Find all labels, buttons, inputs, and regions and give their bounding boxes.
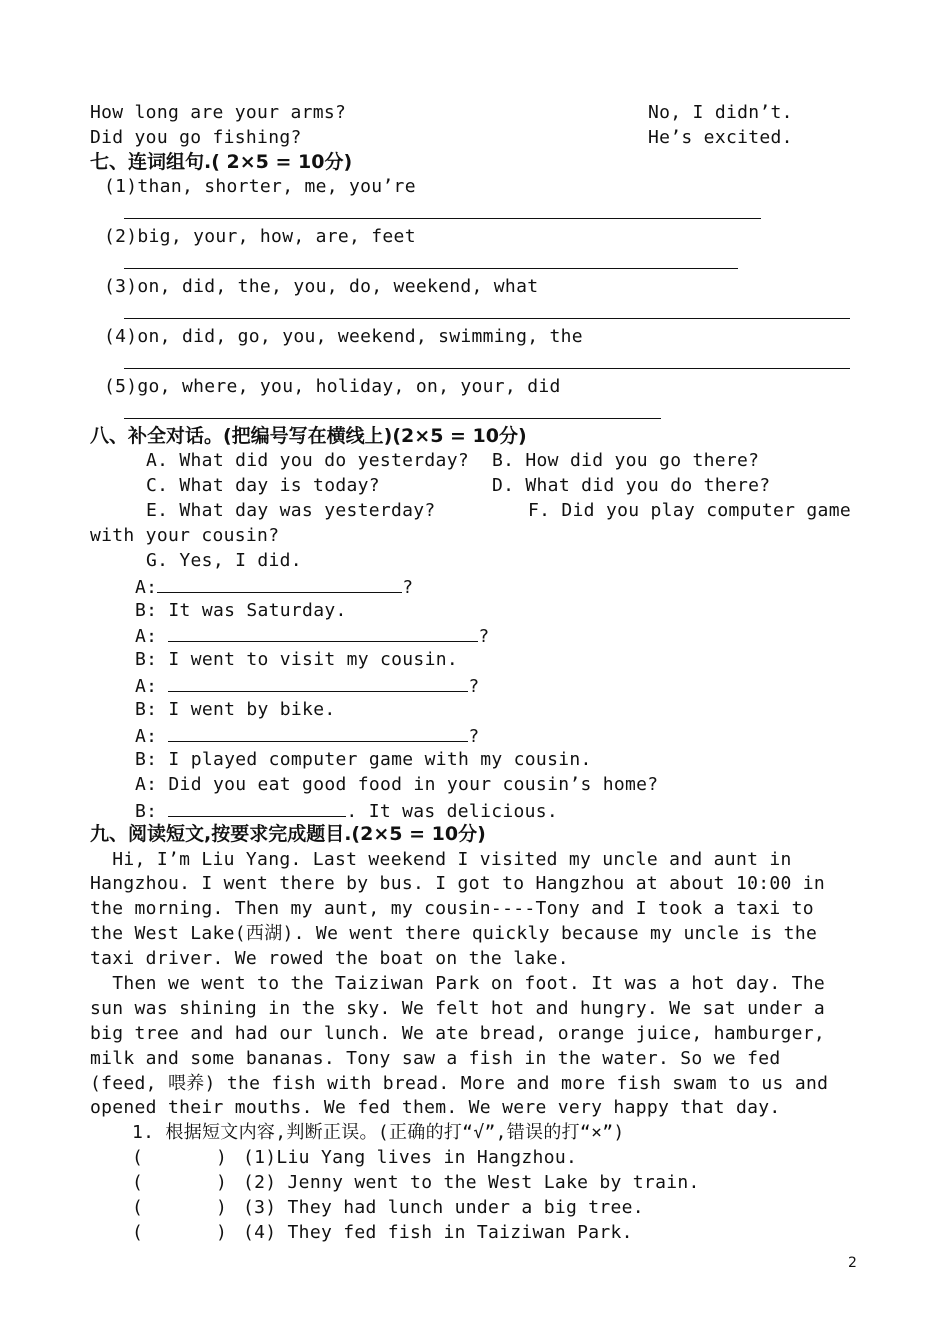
passage-line-4: the West Lake(西湖). We went there quickly because my uncle is the [90,923,818,944]
passage-line-7: sun was shining in the sky. We felt hot and hungry. We sat under a [90,998,826,1019]
option-b: B. How did you go there? [492,450,760,471]
judgement-4: (4) They fed fish in Taiziwan Park. [243,1222,633,1243]
judgement-close-paren-2: ) [216,1172,228,1193]
passage-line-8: big tree and had our lunch. We ate bread, orange juice, hamburger, [90,1023,826,1044]
top-right-line-1: No, I didn’t. [648,102,793,123]
passage-line-6: Then we went to the Taiziwan Park on foot. It was a hot day. The [90,973,826,994]
judgement-1: (1)Liu Yang lives in Hangzhou. [243,1147,578,1168]
task-instruction: 1. 根据短文内容,判断正误。(正确的打“√”,错误的打“×”) [132,1122,625,1143]
judgement-open-paren-2: ( [132,1172,144,1193]
dialogue-blank-4[interactable] [168,724,468,742]
dialogue-blank-3[interactable] [168,674,468,692]
answer-line-5[interactable] [124,418,661,419]
passage-line-11: opened their mouths. We fed them. We were very happy that day. [90,1097,781,1118]
option-f-continued: with your cousin? [90,525,280,546]
judgement-2: (2) Jenny went to the West Lake by train. [243,1172,700,1193]
dialogue-line-6: B: I went by bike. [135,699,336,720]
dialogue-line-4: B: I went to visit my cousin. [135,649,458,670]
option-g: G. Yes, I did. [146,550,302,571]
judgement-close-paren-4: ) [216,1222,228,1243]
page-number: 2 [848,1255,857,1271]
option-e: E. What day was yesterday? [146,500,436,521]
passage-line-3: the morning. Then my aunt, my cousin----Tony and I took a taxi to [90,898,814,919]
answer-line-1[interactable] [124,218,761,219]
passage-line-9: milk and some bananas. Tony saw a fish in the water. So we fed [90,1048,781,1069]
dialogue-line-1: A: ? [135,577,414,598]
answer-line-2[interactable] [124,268,738,269]
section7-item-4: (4)on, did, go, you, weekend, swimming, the [104,326,583,347]
section7-item-2: (2)big, your, how, are, feet [104,226,416,247]
dialogue-line-7: A: ? [135,726,480,747]
option-f: F. Did you play computer game [528,500,851,521]
passage-line-1: Hi, I’m Liu Yang. Last weekend I visited my uncle and aunt in [90,849,792,870]
section7-item-5: (5)go, where, you, holiday, on, your, did [104,376,561,397]
option-c: C. What day is today? [146,475,380,496]
top-left-line-1: How long are your arms? [90,102,347,123]
judgement-3: (3) They had lunch under a big tree. [243,1197,644,1218]
passage-line-2: Hangzhou. I went there by bus. I got to Hangzhou at about 10:00 in [90,873,826,894]
judgement-close-paren-1: ) [216,1147,228,1168]
option-a: A. What did you do yesterday? [146,450,469,471]
dialogue-line-10: B: . It was delicious. [135,801,559,822]
dialogue-line-3: A: ? [135,626,490,647]
passage-line-10: (feed, 喂养) the fish with bread. More and more fish swam to us and [90,1073,829,1094]
dialogue-blank-1[interactable] [157,575,402,593]
top-right-line-2: He’s excited. [648,127,793,148]
answer-line-4[interactable] [124,368,850,369]
dialogue-line-9: A: Did you eat good food in your cousin’s home? [135,774,659,795]
dialogue-blank-2[interactable] [168,624,478,642]
dialogue-line-2: B: It was Saturday. [135,600,347,621]
section7-heading: 七、连词组句.( 2×5 = 10分) [90,151,353,173]
section7-item-3: (3)on, did, the, you, do, weekend, what [104,276,539,297]
top-left-line-2: Did you go fishing? [90,127,302,148]
answer-line-3[interactable] [124,318,850,319]
judgement-open-paren-3: ( [132,1197,144,1218]
section7-item-1: (1)than, shorter, me, you’re [104,176,416,197]
dialogue-line-5: A: ? [135,676,480,697]
option-d: D. What did you do there? [492,475,771,496]
dialogue-line-8: B: I played computer game with my cousin. [135,749,592,770]
judgement-open-paren-1: ( [132,1147,144,1168]
section9-heading: 九、阅读短文,按要求完成题目.(2×5 = 10分) [90,823,486,845]
judgement-open-paren-4: ( [132,1222,144,1243]
section8-heading: 八、补全对话。(把编号写在横线上)(2×5 = 10分) [90,425,527,447]
passage-line-5: taxi driver. We rowed the boat on the lake. [90,948,569,969]
judgement-close-paren-3: ) [216,1197,228,1218]
dialogue-blank-5[interactable] [168,799,346,817]
